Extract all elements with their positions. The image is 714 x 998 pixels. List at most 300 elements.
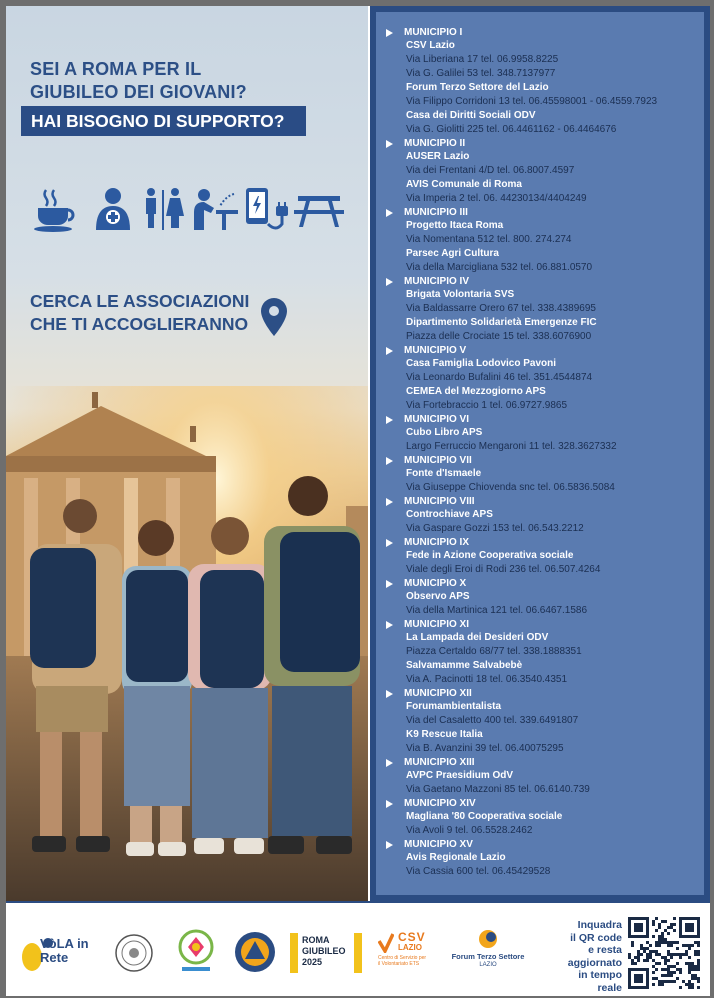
qr-module	[652, 950, 655, 953]
association-address: Via B. Avanzini 39 tel. 06.40075295	[406, 743, 564, 754]
coffee-cup-icon	[32, 186, 78, 232]
qr-module	[691, 968, 694, 971]
qr-caption-line: il QR code	[570, 931, 622, 944]
qr-module	[697, 953, 700, 956]
association-entry	[406, 316, 701, 344]
association-address: Via dei Frentani 4/D tel. 06.8007.4597	[406, 165, 575, 176]
directory-panel	[370, 6, 710, 901]
association-address: Via Giuseppe Chiovenda snc tel. 06.5836.5084	[406, 482, 615, 493]
association-entry	[406, 426, 701, 454]
qr-module	[676, 953, 679, 956]
association-address: Via Cassia 600 tel. 06.45429528	[406, 866, 551, 877]
triangle-bullet-icon	[386, 209, 393, 217]
association-name: CSV Lazio	[406, 40, 455, 51]
association-entry	[406, 549, 701, 577]
municipio-heading	[386, 756, 701, 769]
association-address: Largo Ferruccio Mengaroni 11 tel. 328.3627332	[406, 441, 617, 452]
qr-module	[667, 953, 670, 956]
qr-module	[679, 968, 682, 971]
qr-module	[685, 953, 688, 956]
association-name: Forumambientalista	[406, 701, 502, 712]
forum-terzo-settore-logo	[446, 929, 530, 977]
qr-module	[658, 980, 661, 983]
triangle-bullet-icon	[386, 278, 393, 286]
qr-module	[670, 980, 673, 983]
qr-module	[697, 944, 700, 947]
qr-module	[664, 959, 667, 962]
qr-module	[691, 962, 694, 965]
qr-module	[646, 947, 649, 950]
triangle-bullet-icon	[386, 800, 393, 808]
qr-module	[670, 941, 673, 944]
qr-module	[688, 956, 691, 959]
qr-module	[691, 974, 694, 977]
municipio-heading	[386, 137, 701, 150]
qr-module	[691, 986, 694, 989]
qr-module	[667, 959, 670, 962]
qr-module	[685, 944, 688, 947]
qr-module	[664, 920, 667, 923]
triangle-bullet-icon	[386, 841, 393, 849]
qr-module	[682, 980, 685, 983]
triangle-bullet-icon	[386, 539, 393, 547]
triangle-bullet-icon	[386, 347, 393, 355]
giubileo-mark	[290, 933, 298, 973]
qr-module	[676, 947, 679, 950]
association-address: Via G. Giolitti 225 tel. 06.4461162 - 06.4464676	[406, 124, 617, 135]
cta-line-1: CERCA LE ASSOCIAZIONI	[30, 291, 250, 311]
qr-module	[664, 974, 667, 977]
association-entry	[406, 288, 701, 316]
qr-module	[673, 929, 676, 932]
qr-module	[688, 980, 691, 983]
qr-module	[676, 977, 679, 980]
qr-module	[673, 980, 676, 983]
headline	[30, 58, 247, 104]
location-pin-icon	[261, 298, 287, 336]
qr-module	[682, 953, 685, 956]
directory-inner	[376, 12, 704, 895]
qr-module	[697, 941, 700, 944]
qr-module	[694, 977, 697, 980]
triangle-bullet-icon	[386, 690, 393, 698]
association-address: Via Avoli 9 tel. 06.5528.2462	[406, 825, 533, 836]
qr-module	[667, 971, 670, 974]
restroom-icon	[140, 186, 186, 232]
qr-caption-line: reale	[597, 981, 622, 994]
association-name: Avis Regionale Lazio	[406, 852, 506, 863]
giubileo-line-2: GIUBILEO	[302, 946, 346, 956]
qr-module	[673, 941, 676, 944]
association-name: Observo APS	[406, 591, 470, 602]
association-entry	[406, 810, 701, 838]
qr-module	[667, 932, 670, 935]
qr-module	[658, 944, 661, 947]
qr-module	[691, 983, 694, 986]
association-name: CEMEA del Mezzogiorno APS	[406, 386, 546, 397]
triangle-bullet-icon	[386, 140, 393, 148]
qr-module	[661, 941, 664, 944]
qr-module	[661, 935, 664, 938]
municipio-heading	[386, 536, 701, 549]
qr-module	[655, 929, 658, 932]
association-address: Via Imperia 2 tel. 06. 44230134/4404249	[406, 193, 587, 204]
qr-module	[673, 923, 676, 926]
association-address: Via Filippo Corridoni 13 tel. 06.45598001 - 06.4559.7923	[406, 96, 658, 107]
association-entry	[406, 109, 701, 137]
qr-code[interactable]	[628, 917, 700, 989]
qr-module	[652, 959, 655, 962]
qr-module	[691, 944, 694, 947]
association-address: Piazza delle Crociate 15 tel. 338.6076900	[406, 331, 592, 342]
qr-module	[637, 956, 640, 959]
association-address: Via del Casaletto 400 tel. 339.6491807	[406, 715, 579, 726]
association-name: Fonte d'Ismaele	[406, 468, 482, 479]
municipio-label: MUNICIPIO X	[404, 578, 467, 589]
triangle-bullet-icon	[386, 416, 393, 424]
association-entry	[406, 590, 701, 618]
qr-module	[664, 938, 667, 941]
qr-module	[670, 923, 673, 926]
qr-module	[661, 938, 664, 941]
csv-text: CSV	[398, 930, 426, 944]
qr-module	[646, 956, 649, 959]
association-entry	[406, 81, 701, 109]
roma-giubileo-logo	[290, 933, 362, 973]
qr-module	[688, 965, 691, 968]
municipio-heading	[386, 838, 701, 851]
association-name: Casa Famiglia Lodovico Pavoni	[406, 358, 557, 369]
municipio-list	[386, 26, 701, 879]
association-entry	[406, 769, 701, 797]
qr-module	[670, 971, 673, 974]
association-name: La Lampada dei Desideri ODV	[406, 632, 549, 643]
qr-module	[664, 962, 667, 965]
forum-lazio-text: LAZIO	[479, 962, 497, 968]
qr-module	[694, 953, 697, 956]
association-entry	[406, 851, 701, 879]
qr-module	[664, 956, 667, 959]
qr-module	[646, 941, 649, 944]
municipio-heading	[386, 413, 701, 426]
qr-module	[673, 953, 676, 956]
association-name: Controchiave APS	[406, 509, 493, 520]
qr-module	[661, 932, 664, 935]
qr-module	[652, 923, 655, 926]
qr-module	[697, 977, 700, 980]
municipio-label: MUNICIPIO VII	[404, 455, 472, 466]
qr-module	[634, 956, 637, 959]
qr-module	[679, 986, 682, 989]
qr-module	[670, 926, 673, 929]
qr-module	[685, 962, 688, 965]
qr-module	[658, 923, 661, 926]
qr-module	[670, 965, 673, 968]
qr-module	[646, 953, 649, 956]
association-entry	[406, 385, 701, 413]
municipio-heading	[386, 275, 701, 288]
qr-module	[661, 920, 664, 923]
qr-module	[670, 944, 673, 947]
qr-caption-line: Inquadra	[577, 919, 622, 931]
qr-module	[646, 959, 649, 962]
qr-module	[676, 968, 679, 971]
municipio-heading	[386, 495, 701, 508]
forum-mark	[478, 929, 498, 949]
qr-module	[694, 950, 697, 953]
association-name: Fede in Azione Cooperativa sociale	[406, 550, 574, 561]
picnic-table-icon	[294, 186, 344, 232]
qr-module	[667, 974, 670, 977]
association-entry	[406, 467, 701, 495]
qr-module	[640, 944, 643, 947]
qr-module	[658, 935, 661, 938]
triangle-bullet-icon	[386, 580, 393, 588]
giubileo-line-3: 2025	[302, 957, 323, 967]
qr-module	[697, 968, 700, 971]
municipio-label: MUNICIPIO XIII	[404, 757, 475, 768]
qr-module	[676, 962, 679, 965]
association-address: Via G. Galilei 53 tel. 348.7137977	[406, 68, 556, 79]
association-entry	[406, 150, 701, 178]
qr-module	[685, 983, 688, 986]
qr-module	[679, 956, 682, 959]
association-entry	[406, 219, 701, 247]
qr-module	[631, 944, 634, 947]
association-address: Via Gaetano Mazzoni 85 tel. 06.6140.739	[406, 784, 590, 795]
association-name: Salvamamme Salvabebè	[406, 660, 523, 671]
qr-module	[664, 968, 667, 971]
qr-module	[673, 971, 676, 974]
municipio-heading	[386, 206, 701, 219]
qr-module	[628, 956, 631, 959]
qr-module	[685, 950, 688, 953]
qr-module	[658, 983, 661, 986]
qr-module	[637, 953, 640, 956]
giubileo-mark-2	[354, 933, 362, 973]
qr-module	[676, 941, 679, 944]
qr-module	[643, 947, 646, 950]
qr-module	[658, 953, 661, 956]
association-entry	[406, 247, 701, 275]
association-address: Via Gaspare Gozzi 153 tel. 06.543.2212	[406, 523, 584, 534]
qr-module	[634, 923, 643, 932]
qr-module	[655, 941, 658, 944]
qr-module	[697, 950, 700, 953]
qr-module	[652, 965, 655, 968]
person-3	[188, 517, 272, 854]
association-name: Cubo Libro APS	[406, 427, 483, 438]
municipio-heading	[386, 797, 701, 810]
association-entry	[406, 659, 701, 687]
qr-caption-line: aggiornato	[567, 956, 622, 969]
municipio-label: MUNICIPIO III	[404, 207, 468, 218]
qr-module	[667, 968, 670, 971]
association-address: Via Baldassarre Orero 67 tel. 338.4389695	[406, 303, 596, 314]
qr-module	[655, 977, 658, 980]
qr-module	[688, 986, 691, 989]
qr-module	[697, 986, 700, 989]
qr-module	[643, 950, 646, 953]
qr-module	[670, 953, 673, 956]
qr-module	[652, 920, 655, 923]
volainrete-text: VòLA in Rete	[40, 936, 89, 965]
qr-caption-line: e resta	[588, 944, 622, 956]
association-entry	[406, 631, 701, 659]
municipio-label: MUNICIPIO V	[404, 345, 467, 356]
association-name: Parsec Agri Cultura	[406, 248, 499, 259]
municipio-label: MUNICIPIO II	[404, 138, 466, 149]
qr-module	[688, 983, 691, 986]
qr-module	[655, 968, 658, 971]
qr-module	[688, 944, 691, 947]
municipio-label: MUNICIPIO XIV	[404, 798, 476, 809]
association-entry	[406, 728, 701, 756]
association-name: K9 Rescue Italia	[406, 729, 483, 740]
drinking-fountain-icon	[190, 186, 240, 232]
forum-text: Forum Terzo Settore	[451, 952, 525, 961]
call-to-action	[30, 290, 249, 336]
qr-module	[667, 965, 670, 968]
csv-check-mark	[378, 933, 394, 953]
association-name: AUSER Lazio	[406, 151, 470, 162]
cta-line-2: CHE TI ACCOGLIERANNO	[30, 314, 249, 334]
qr-module	[655, 944, 658, 947]
colorful-association-logo	[174, 927, 218, 975]
municipio-label: MUNICIPIO IX	[404, 537, 470, 548]
qr-caption-line: in tempo	[578, 969, 622, 981]
qr-module	[694, 941, 697, 944]
association-entry	[406, 39, 701, 81]
support-banner: HAI BISOGNO DI SUPPORTO?	[21, 106, 306, 136]
triangle-bullet-icon	[386, 759, 393, 767]
qr-module	[673, 965, 676, 968]
qr-module	[664, 980, 667, 983]
qr-module	[658, 938, 661, 941]
qr-module	[634, 962, 637, 965]
qr-module	[631, 959, 634, 962]
municipio-label: MUNICIPIO XV	[404, 839, 473, 850]
qr-module	[658, 962, 661, 965]
person-2	[122, 520, 192, 856]
municipio-heading	[386, 344, 701, 357]
association-address: Via Liberiana 17 tel. 06.9958.8225	[406, 54, 559, 65]
qr-module	[649, 944, 652, 947]
qr-module	[655, 950, 658, 953]
association-address: Via Fortebraccio 1 tel. 06.9727.9865	[406, 400, 568, 411]
qr-module	[691, 977, 694, 980]
municipio-heading	[386, 577, 701, 590]
qr-module	[643, 959, 646, 962]
association-address: Piazza Certaldo 68/77 tel. 338.1888351	[406, 646, 582, 657]
association-entry	[406, 178, 701, 206]
qr-module	[664, 941, 667, 944]
qr-module	[661, 980, 664, 983]
qr-module	[694, 974, 697, 977]
qr-module	[655, 953, 658, 956]
qr-caption	[542, 919, 622, 994]
triangle-bullet-icon	[386, 457, 393, 465]
csv-sub-2: il Volontariato ETS	[378, 961, 420, 967]
qr-module	[658, 941, 661, 944]
association-entry	[406, 508, 701, 536]
qr-module	[688, 968, 691, 971]
service-icons	[28, 186, 348, 232]
municipio-heading	[386, 26, 701, 39]
qr-module	[661, 974, 664, 977]
poster	[6, 6, 710, 996]
qr-module	[640, 947, 643, 950]
association-name: Magliana '80 Cooperativa sociale	[406, 811, 563, 822]
csv-lazio-logo	[378, 929, 438, 977]
qr-module	[649, 956, 652, 959]
headline-line-2: GIUBILEO DEI GIOVANI?	[30, 82, 247, 102]
qr-module	[649, 950, 652, 953]
association-name: Forum Terzo Settore del Lazio	[406, 82, 549, 93]
phone-charging-icon	[244, 186, 290, 234]
pilgrims-illustration	[6, 386, 368, 901]
qr-module	[694, 968, 697, 971]
association-name: AVIS Comunale di Roma	[406, 179, 522, 190]
civil-protection-logo	[234, 931, 276, 973]
csv-sub-1: Centro di Servizio per	[378, 955, 427, 961]
first-aid-icon	[90, 186, 136, 232]
qr-module	[640, 953, 643, 956]
person-4	[264, 476, 360, 854]
qr-module	[667, 950, 670, 953]
qr-module	[697, 965, 700, 968]
association-address: Via della Martinica 121 tel. 06.6467.1586	[406, 605, 588, 616]
qr-module	[679, 971, 682, 974]
qr-module	[661, 983, 664, 986]
qr-module	[667, 926, 670, 929]
qr-module	[655, 917, 658, 920]
qr-module	[697, 980, 700, 983]
municipio-heading	[386, 687, 701, 700]
qr-module	[682, 944, 685, 947]
csv-lazio-text: LAZIO	[398, 943, 422, 952]
qr-module	[652, 977, 655, 980]
qr-module	[631, 962, 634, 965]
triangle-bullet-icon	[386, 498, 393, 506]
qr-module	[628, 953, 631, 956]
qr-module	[652, 983, 655, 986]
association-entry	[406, 357, 701, 385]
qr-module	[673, 917, 676, 920]
giubileo-line-1: ROMA	[302, 935, 330, 945]
qr-module	[697, 962, 700, 965]
association-address: Via A. Pacinotti 18 tel. 06.3540.4351	[406, 674, 568, 685]
qr-module	[664, 929, 667, 932]
association-name: Brigata Volontaria SVS	[406, 289, 515, 300]
municipio-label: MUNICIPIO XI	[404, 619, 470, 630]
qr-module	[658, 926, 661, 929]
left-panel	[6, 6, 368, 901]
qr-module	[697, 959, 700, 962]
qr-module	[670, 956, 673, 959]
association-address: Via Leonardo Bufalini 46 tel. 351.4544874	[406, 372, 593, 383]
association-name: AVPC Praesidium OdV	[406, 770, 514, 781]
municipio-label: MUNICIPIO I	[404, 27, 463, 38]
qr-module	[661, 956, 664, 959]
qr-module	[652, 971, 655, 974]
qr-module	[667, 980, 670, 983]
qr-module	[688, 971, 691, 974]
qr-module	[649, 953, 652, 956]
seal-logo	[114, 933, 154, 973]
municipio-heading	[386, 454, 701, 467]
qr-module	[679, 953, 682, 956]
